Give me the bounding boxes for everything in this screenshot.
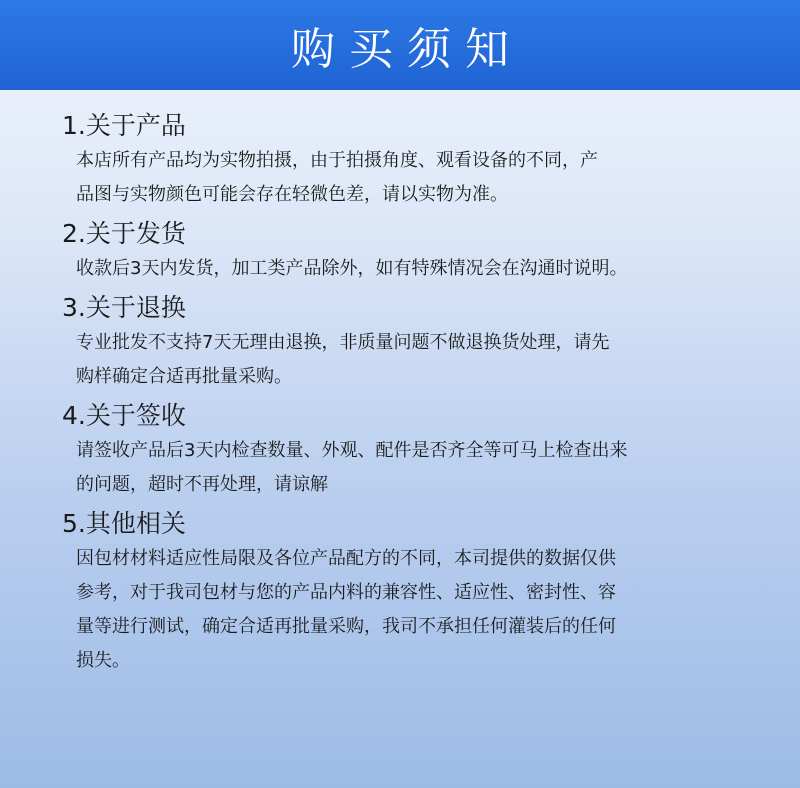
section-returns [62,290,752,394]
section-line: 购样确定合适再批量采购。 [76,366,292,387]
section-product [62,108,752,212]
section-title: 1.关于产品 [62,111,186,140]
section-title: 4.关于签收 [62,401,186,430]
section-receipt [62,398,752,502]
section-line: 因包材材料适应性局限及各位产品配方的不同，本司提供的数据仅供 [76,548,616,569]
section-line: 本店所有产品均为实物拍摄，由于拍摄角度、观看设备的不同，产 [76,150,598,171]
section-title: 5.其他相关 [62,509,186,538]
section-line: 量等进行测试，确定合适再批量采购，我司不承担任何灌装后的任何 [76,616,616,637]
page-title: 购买须知 [291,24,523,75]
section-line: 请签收产品后3天内检查数量、外观、配件是否齐全等可马上检查出来 [76,440,628,461]
section-title: 2.关于发货 [62,219,186,248]
section-title: 3.关于退换 [62,293,186,322]
section-shipping [62,216,752,286]
notice-content [62,108,752,682]
section-line: 品图与实物颜色可能会存在轻微色差，请以实物为准。 [76,184,508,205]
section-line: 收款后3天内发货，加工类产品除外，如有特殊情况会在沟通时说明。 [76,258,628,279]
header-banner [0,0,800,90]
section-line: 的问题，超时不再处理，请谅解 [76,474,328,495]
section-other [62,506,752,678]
section-line: 专业批发不支持7天无理由退换，非质量问题不做退换货处理，请先 [76,332,610,353]
section-line: 参考，对于我司包材与您的产品内料的兼容性、适应性、密封性、容 [76,582,616,603]
section-line: 损失。 [76,650,130,671]
